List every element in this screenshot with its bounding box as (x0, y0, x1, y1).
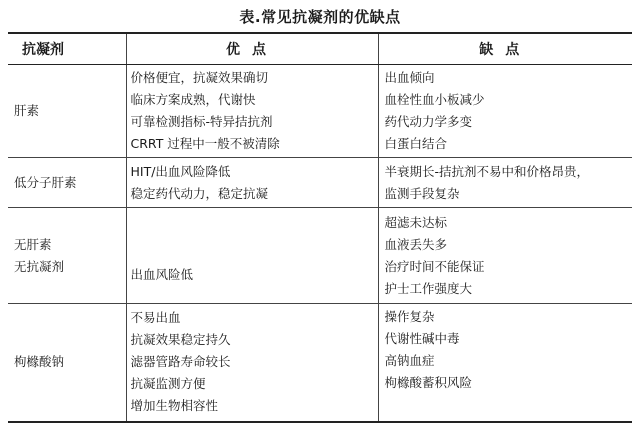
cons-cell (378, 208, 632, 304)
cons-cell (378, 65, 632, 158)
agent-name: 枸橼酸钠 (14, 354, 65, 370)
con-item: 半衰期长-拮抗剂不易中和价格昂贵， (384, 163, 590, 179)
pros-cell (126, 158, 378, 208)
con-item: 出血倾向 (384, 70, 435, 85)
con-item: 枸橼酸蓄积风险 (384, 375, 473, 390)
agent-cell (8, 304, 126, 422)
cons-cell (378, 158, 632, 208)
pro-item: 不易出血 (130, 310, 181, 326)
pro-item: 抗凝监测方便 (130, 376, 206, 392)
con-item: 超滤未达标 (384, 214, 448, 230)
pro-item: 价格便宜，抗凝效果确切 (130, 70, 269, 85)
table-title: 表.常见抗凝剂的优缺点 (239, 8, 401, 26)
con-item: 代谢性碱中毒 (384, 331, 460, 346)
con-item: 监测手段复杂 (384, 185, 460, 201)
cons-cell (378, 304, 632, 422)
pros-cell (126, 208, 378, 304)
con-item: 治疗时间不能保证 (384, 258, 485, 274)
pros-cell (126, 304, 378, 422)
con-item: 血液丢失多 (384, 236, 448, 252)
agent-cell (8, 65, 126, 158)
pro-item: 出血风险低 (130, 266, 194, 282)
con-item: 血栓性血小板减少 (384, 92, 485, 107)
pro-item: 增加生物相容性 (130, 398, 219, 414)
con-item: 护士工作强度大 (384, 280, 473, 296)
agent-cell (8, 158, 126, 208)
agent-name: 无肝素 (14, 236, 52, 252)
header-pros: 优点 (126, 33, 378, 65)
con-item: 高钠血症 (384, 353, 435, 368)
con-item: 药代动力学多变 (384, 114, 473, 129)
table-row-heparin (8, 65, 632, 158)
comparison-table (8, 32, 632, 423)
pro-item: 稳定药代动力，稳定抗凝 (130, 185, 269, 201)
con-item: 白蛋白结合 (384, 136, 448, 151)
header-agent: 抗凝剂 (8, 33, 126, 65)
agent-name: 肝素 (14, 103, 40, 118)
table-row-citrate (8, 304, 632, 422)
pro-item: HIT/出血风险降低 (130, 163, 231, 179)
pro-item: CRRT 过程中一般不被清除 (130, 136, 280, 151)
pro-item: 抗凝效果稳定持久 (130, 332, 231, 348)
agent-cell (8, 208, 126, 304)
table-row-no-anticoagulant (8, 208, 632, 304)
table-row-lmwh (8, 158, 632, 208)
agent-name: 低分子肝素 (14, 174, 77, 190)
pro-item: 临床方案成熟，代谢快 (130, 92, 256, 107)
header-row (8, 33, 632, 65)
con-item: 操作复杂 (384, 309, 435, 324)
pros-cell (126, 65, 378, 158)
agent-name: 无抗凝剂 (14, 258, 65, 274)
pro-item: 滤器管路寿命较长 (130, 354, 231, 370)
pro-item: 可靠检测指标-特异拮抗剂 (130, 114, 273, 129)
header-cons: 缺点 (378, 33, 632, 65)
